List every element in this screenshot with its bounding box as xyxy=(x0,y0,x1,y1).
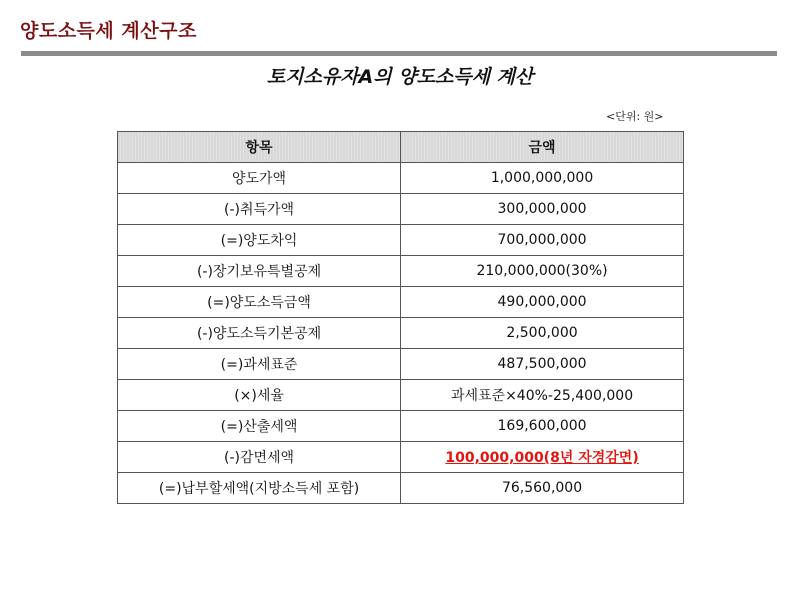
item-cell: (×)세율 xyxy=(118,380,401,411)
section-title: 양도소득세 계산구조 xyxy=(20,20,197,42)
amount-cell: 과세표준×40%-25,400,000 xyxy=(401,380,684,411)
table-row xyxy=(118,256,684,287)
item-cell: (=)과세표준 xyxy=(118,349,401,380)
table-row xyxy=(118,349,684,380)
item-cell: (-)감면세액 xyxy=(118,442,401,473)
table-row xyxy=(118,318,684,349)
table-row xyxy=(118,411,684,442)
unit-note: <단위: 원> xyxy=(606,110,664,123)
table-header-row xyxy=(118,132,684,163)
item-cell: 양도가액 xyxy=(118,163,401,194)
highlighted-amount: 100,000,000(8년 자경감면) xyxy=(445,450,639,466)
item-cell: (=)양도차익 xyxy=(118,225,401,256)
table-row xyxy=(118,442,684,473)
tax-calculation-table xyxy=(117,131,684,504)
amount-cell: 210,000,000(30%) xyxy=(401,256,684,287)
table-row xyxy=(118,287,684,318)
amount-cell: 76,560,000 xyxy=(401,473,684,504)
amount-cell xyxy=(401,442,684,473)
amount-cell: 300,000,000 xyxy=(401,194,684,225)
item-cell: (=)양도소득금액 xyxy=(118,287,401,318)
column-header-item: 항목 xyxy=(118,132,401,163)
header-divider xyxy=(21,51,777,56)
amount-cell: 1,000,000,000 xyxy=(401,163,684,194)
table-row xyxy=(118,225,684,256)
item-cell: (-)양도소득기본공제 xyxy=(118,318,401,349)
table-row xyxy=(118,473,684,504)
amount-cell: 490,000,000 xyxy=(401,287,684,318)
table-row xyxy=(118,380,684,411)
item-cell: (-)취득가액 xyxy=(118,194,401,225)
table-row xyxy=(118,194,684,225)
amount-cell: 700,000,000 xyxy=(401,225,684,256)
item-cell: (=)납부할세액(지방소득세 포함) xyxy=(118,473,401,504)
amount-cell: 2,500,000 xyxy=(401,318,684,349)
document-title: 토지소유자A의 양도소득세 계산 xyxy=(266,66,534,88)
column-header-amount: 금액 xyxy=(401,132,684,163)
table-row xyxy=(118,163,684,194)
item-cell: (-)장기보유특별공제 xyxy=(118,256,401,287)
item-cell: (=)산출세액 xyxy=(118,411,401,442)
amount-cell: 169,600,000 xyxy=(401,411,684,442)
amount-cell: 487,500,000 xyxy=(401,349,684,380)
